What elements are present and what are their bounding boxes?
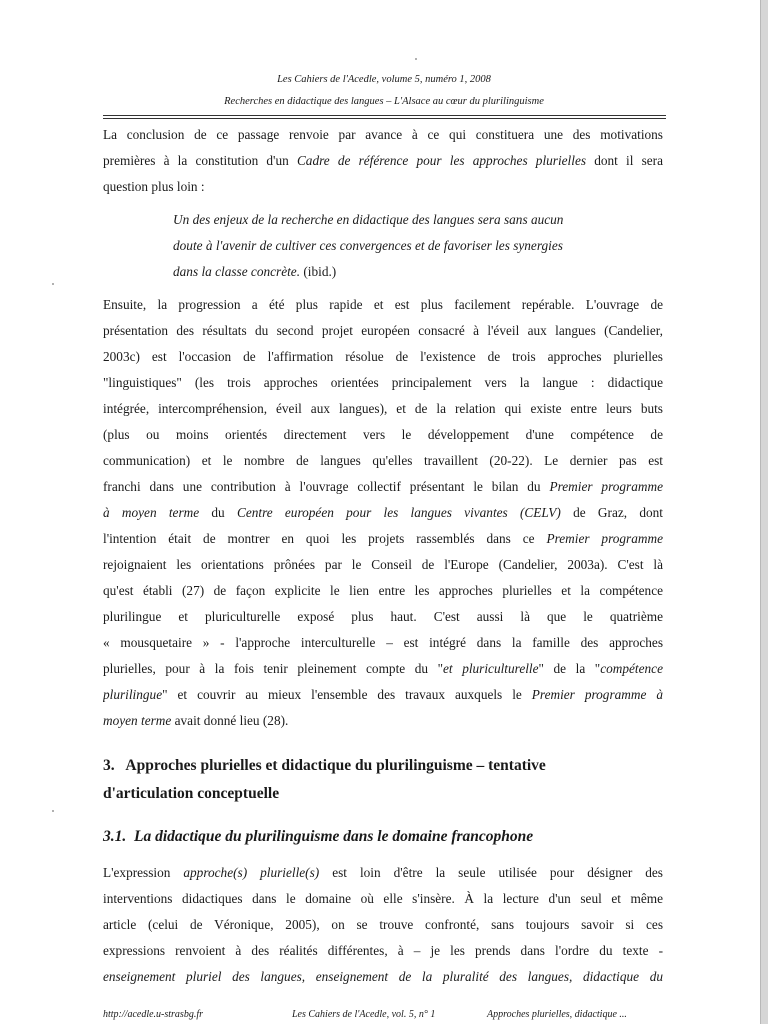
text-line: présentation des résultats du second projet européen consacré à l'éveil aux langues (Candelier,: [103, 323, 663, 338]
paragraph-1: [103, 122, 663, 200]
text-line: moyen terme avait donné lieu (28).: [103, 713, 289, 728]
block-quote: [173, 207, 613, 285]
text-line: L'expression approche(s) plurielle(s) est loin d'être la seule utilisée pour désigner des: [103, 865, 663, 880]
text-line: (plus ou moins orientés directement vers le développement d'une compétence de: [103, 427, 663, 442]
text-line: rejoignaient les orientations prônées par le Conseil de l'Europe (Candelier, 2003a). C'est là: [103, 557, 663, 572]
text-line: Ensuite, la progression a été plus rapide et est plus facilement repérable. L'ouvrage de: [103, 297, 663, 312]
text-line: « mousquetaire » - l'approche interculturelle – est intégré dans la famille des approches: [103, 635, 663, 650]
header-rule: [103, 115, 666, 116]
text-line: "linguistiques" (les trois approches orientées principalement vers la langue : didactique: [103, 375, 663, 390]
page-edge: [761, 0, 768, 1024]
heading-line: d'articulation conceptuelle: [103, 785, 280, 802]
text-line: premières à la constitution d'un Cadre de référence pour les approches plurielles dont il sera: [103, 153, 663, 168]
text-line: à moyen terme du Centre européen pour les langues vivantes (CELV) de Graz, dont: [103, 505, 663, 520]
section-heading-3-1: 3.1. La didactique du plurilinguisme dans le domaine francophone: [103, 828, 534, 845]
footer-article-title: Approches plurielles, didactique ...: [487, 1009, 627, 1020]
text-line: article (celui de Véronique, 2005), on se trouve confronté, sans toujours savoir si ces: [103, 917, 663, 932]
text-line: l'intention était de montrer en quoi les projets rassemblés dans ce Premier programme: [103, 531, 663, 546]
text-line: franchi dans une contribution à l'ouvrage collectif présentant le bilan du Premier programme: [103, 479, 663, 494]
paragraph-3: [103, 860, 663, 990]
text-line: enseignement pluriel des langues, enseignement de la pluralité des langues, didactique du: [103, 969, 663, 984]
page-edge-line: [760, 0, 761, 1024]
text-line: interventions didactiques dans le domaine où elle s'insère. À la lecture d'un seul et même: [103, 891, 663, 906]
quote-line: Un des enjeux de la recherche en didactique des langues sera sans aucun: [173, 212, 564, 227]
quote-line: dans la classe concrète. (ibid.): [173, 264, 337, 279]
heading-line: 3. Approches plurielles et didactique du plurilinguisme – tentative: [103, 757, 546, 774]
scan-speck: [415, 58, 417, 60]
quote-line: doute à l'avenir de cultiver ces convergences et de favoriser les synergies: [173, 238, 563, 253]
text-line: intégrée, intercompréhension, éveil aux langues), et de la relation qui existe entre leurs buts: [103, 401, 663, 416]
section-heading-3: [103, 752, 663, 808]
text-line: qu'est établi (27) de façon explicite le lien entre les approches plurielles et la compétence: [103, 583, 663, 598]
paragraph-2: [103, 292, 663, 734]
text-line: 2003c) est l'occasion de l'affirmation résolue de l'existence de trois approches plurielles: [103, 349, 663, 364]
running-header-journal: Les Cahiers de l'Acedle, volume 5, numéro 1, 2008: [277, 74, 491, 85]
text-line: expressions renvoient à des réalités différentes, à – je les prends dans l'ordre du texte -: [103, 943, 663, 958]
text-line: communication) et le nombre de langues qu'elles travaillent (20-22). Le dernier pas est: [103, 453, 663, 468]
text-line: plurielles, pour à la fois tenir pleinement compte du "et pluriculturelle" de la "compétence: [103, 661, 663, 676]
header-rule-2: [103, 118, 666, 119]
text-line: question plus loin :: [103, 179, 205, 194]
text-line: plurilingue et pluriculturelle exposé plus haut. C'est aussi là que le quatrième: [103, 609, 663, 624]
scan-speck: [52, 810, 54, 812]
footer-url: http://acedle.u-strasbg.fr: [103, 1009, 203, 1020]
scan-speck: [52, 283, 54, 285]
footer-journal: Les Cahiers de l'Acedle, vol. 5, n° 1: [292, 1009, 436, 1020]
text-line: plurilingue" et couvrir au mieux l'ensemble des travaux auxquels le Premier programme à: [103, 687, 663, 702]
text-line: La conclusion de ce passage renvoie par avance à ce qui constituera une des motivations: [103, 127, 663, 142]
running-header-theme: Recherches en didactique des langues – L'Alsace au cœur du plurilinguisme: [224, 96, 544, 107]
